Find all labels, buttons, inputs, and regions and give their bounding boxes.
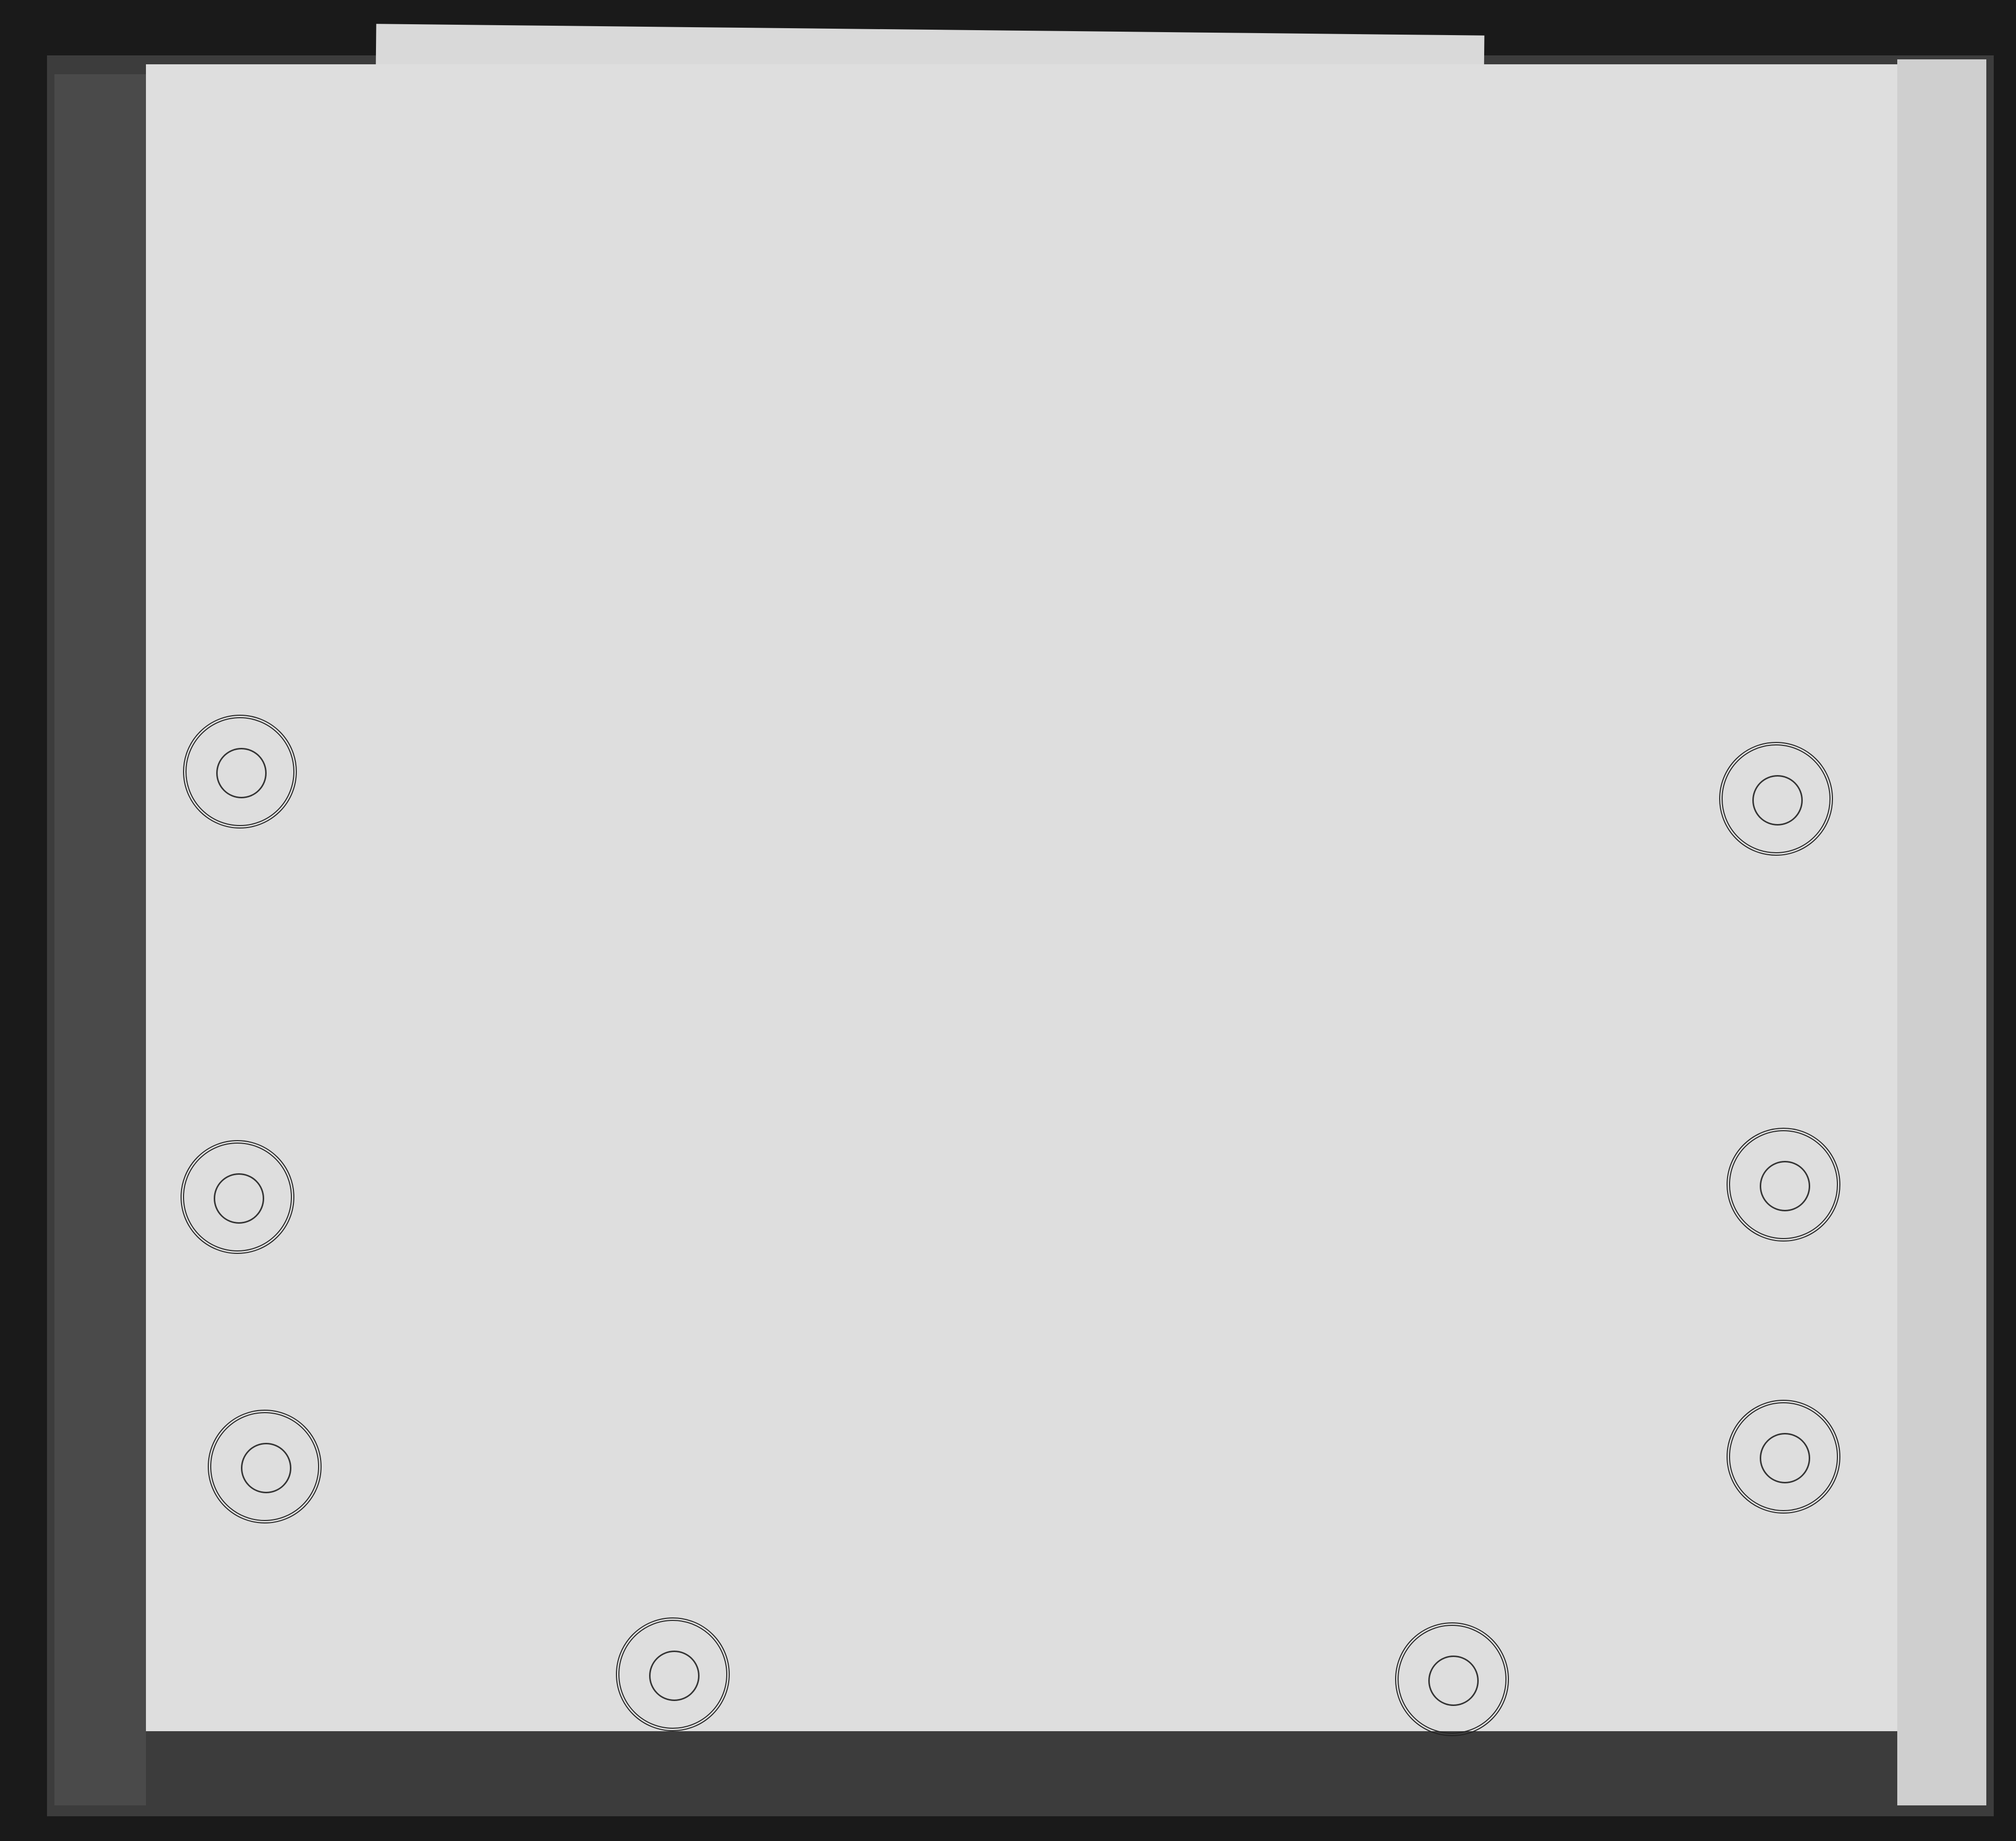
consulate-stamp — [1395, 1622, 1509, 1736]
consulate-stamp — [183, 715, 297, 828]
consulate-stamp — [1719, 742, 1833, 856]
consulate-stamp — [616, 1617, 730, 1731]
consulate-stamp — [181, 1140, 294, 1254]
consulate-stamp — [1727, 1128, 1840, 1242]
consulate-stamp — [208, 1410, 322, 1523]
consulate-stamp — [1727, 1400, 1840, 1514]
